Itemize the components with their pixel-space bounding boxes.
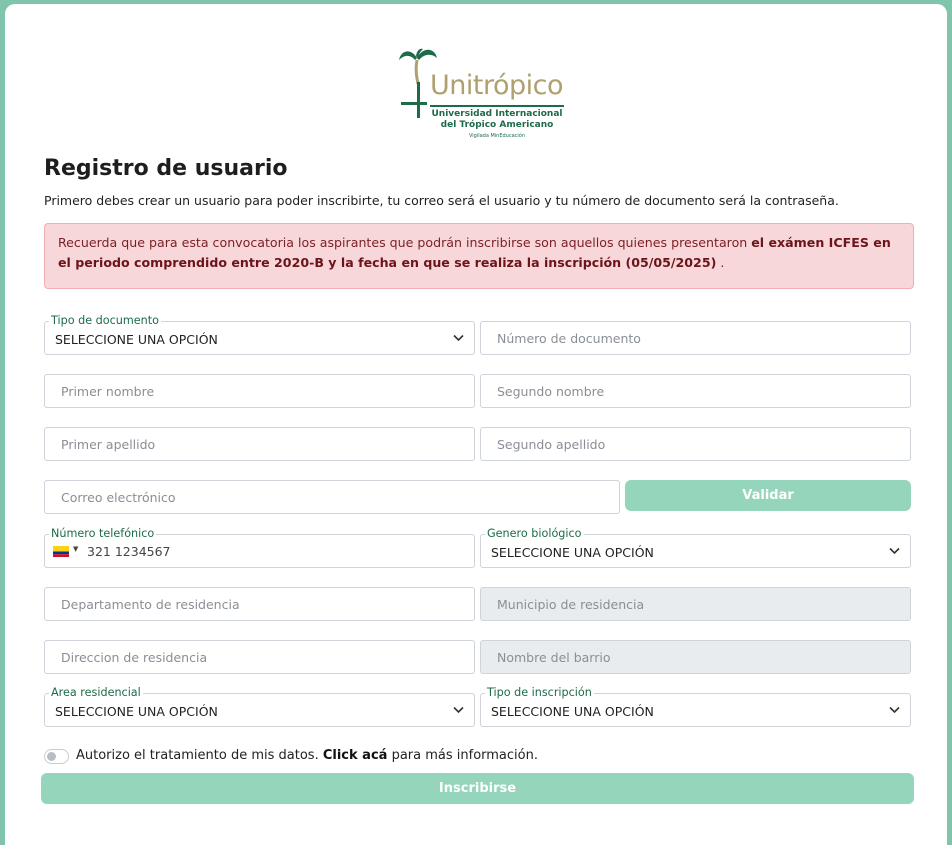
phone-placeholder: 321 1234567 — [87, 544, 171, 559]
first-surname-input[interactable] — [45, 428, 474, 460]
address-input[interactable] — [45, 641, 474, 673]
document-number-field[interactable] — [480, 321, 911, 355]
first-name-field[interactable] — [44, 374, 475, 408]
logo-subtitle — [430, 109, 564, 131]
submit-button[interactable]: Inscribirse — [41, 773, 914, 804]
inscription-type-label: Tipo de inscripción — [487, 686, 592, 699]
chevron-down-icon — [889, 547, 900, 555]
email-field[interactable] — [44, 480, 620, 514]
logo-subtitle-line-1: Universidad Internacional — [431, 109, 563, 119]
logo-tagline: Vigilada MinEducación — [468, 133, 526, 139]
inscription-type-value: SELECCIONE UNA OPCIÓN — [491, 704, 654, 719]
logo-underline — [430, 105, 564, 107]
residential-area-label: Area residencial — [51, 686, 141, 699]
address-field[interactable] — [44, 640, 475, 674]
registration-card — [5, 4, 947, 845]
consent-label-end: para más información. — [391, 748, 538, 763]
phone-label: Número telefónico — [51, 527, 155, 540]
chevron-down-icon — [889, 706, 900, 714]
first-name-input[interactable] — [45, 375, 474, 407]
document-type-value: SELECCIONE UNA OPCIÓN — [55, 332, 218, 347]
consent-label: Autorizo el tratamiento de mis datos. — [76, 748, 319, 763]
second-surname-field[interactable] — [480, 427, 911, 461]
second-surname-input[interactable] — [481, 428, 910, 460]
department-field[interactable] — [44, 587, 475, 621]
document-type-label: Tipo de documento — [51, 314, 159, 327]
eligibility-alert — [44, 223, 914, 289]
second-name-field[interactable] — [480, 374, 911, 408]
alert-bold-text: el exámen ICFES en el periodo comprendido entre 2020-B y la fecha en que se realiza la inscripción (05/05/2025) — [58, 235, 891, 270]
validate-button[interactable]: Validar — [625, 480, 911, 511]
colombia-flag-icon[interactable] — [53, 546, 69, 557]
unitropico-logo — [397, 44, 567, 146]
intro-text: Primero debes crear un usuario para poder inscribirte, tu correo será el usuario y tu número de documento será la contraseña. — [44, 193, 839, 208]
chevron-down-icon — [453, 334, 464, 342]
chevron-down-icon — [453, 706, 464, 714]
page-title: Registro de usuario — [44, 156, 288, 181]
email-input[interactable] — [45, 481, 619, 513]
consent-toggle[interactable] — [44, 749, 69, 764]
alert-text-end: . — [716, 255, 725, 270]
residential-area-value: SELECCIONE UNA OPCIÓN — [55, 704, 218, 719]
municipality-field — [480, 587, 911, 621]
consent-link[interactable]: Click acá — [322, 748, 388, 763]
gender-label: Genero biológico — [487, 527, 582, 540]
country-caret-icon[interactable]: ▼ — [73, 545, 79, 553]
gender-value: SELECCIONE UNA OPCIÓN — [491, 545, 654, 560]
municipality-input — [481, 588, 910, 620]
alert-text: Recuerda que para esta convocatoria los aspirantes que podrán inscribirse son aquellos quienes presentaron — [58, 235, 752, 250]
toggle-knob — [47, 752, 56, 761]
logo-wordmark: Unitrópico — [430, 70, 563, 101]
consent-text — [76, 748, 538, 763]
logo-subtitle-line-2: del Trópico Americano — [440, 120, 554, 130]
second-name-input[interactable] — [481, 375, 910, 407]
neighborhood-field — [480, 640, 911, 674]
first-surname-field[interactable] — [44, 427, 475, 461]
department-input[interactable] — [45, 588, 474, 620]
neighborhood-input — [481, 641, 910, 673]
document-number-input[interactable] — [481, 322, 910, 354]
